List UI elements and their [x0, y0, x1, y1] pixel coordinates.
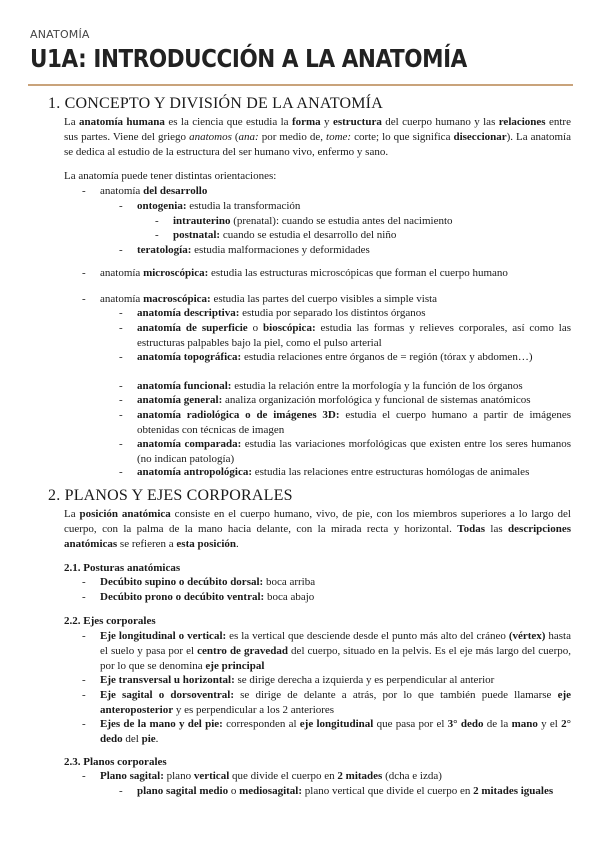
list-item-longitudinal: Eje longitudinal o vertical: es la vertical que desciende desde el punto más alto del cráneo (vértex) hasta el suelo y pasa por el centro de gravedad del cuerpo, situado en la pelvis. Es el eje más largo del cuerpo, por lo que se denomina eje principal [100, 630, 572, 672]
title-divider [28, 84, 573, 86]
list-item-topografica: anatomía topográfica: estudia relaciones entre órganos de = región (tórax y abdomen…) [137, 351, 533, 363]
bullet-dash: - [82, 689, 86, 701]
subject-label: ANATOMÍA [30, 28, 90, 41]
bullet-dash: - [82, 591, 86, 603]
list-item-funcional: anatomía funcional: estudia la relación entre la morfología y la función de los órganos [137, 380, 523, 392]
list-item-transversal: Eje transversal u horizontal: se dirige derecha a izquierda y es perpendicular al anterior [100, 674, 495, 686]
bullet-dash: - [119, 351, 123, 363]
bullet-dash: - [82, 718, 86, 730]
list-item-comparada: anatomía comparada: estudia las variaciones morfológicas que existen entre los seres humanos (no indican patología) [137, 438, 571, 465]
list-item-supino: Decúbito supino o decúbito dorsal: boca arriba [100, 576, 316, 588]
list-item-prono: Decúbito prono o decúbito ventral: boca abajo [100, 591, 315, 603]
bullet-dash: - [119, 322, 123, 334]
section-1-heading: 1. CONCEPTO Y DIVISIÓN DE LA ANATOMÍA [48, 95, 383, 112]
list-item-intrauterino: intrauterino (prenatal): cuando se estudia antes del nacimiento [173, 215, 453, 227]
page-title: U1A: INTRODUCCIÓN A LA ANATOMÍA [30, 44, 467, 73]
bullet-dash: - [82, 630, 86, 642]
list-item-antropologica: anatomía antropológica: estudia las relaciones entre estructuras homólogas de animales [137, 466, 530, 478]
bullet-dash: - [155, 215, 159, 227]
bullet-dash: - [155, 229, 159, 241]
list-item-plano-sagital: Plano sagital: plano vertical que divide el cuerpo en 2 mitades (dcha e izda) [100, 770, 442, 782]
section-2-heading: 2. PLANOS Y EJES CORPORALES [48, 487, 293, 504]
bullet-dash: - [82, 770, 86, 782]
list-item-postnatal: postnatal: cuando se estudia el desarrollo del niño [173, 229, 397, 241]
bullet-dash: - [119, 307, 123, 319]
bullet-dash: - [119, 200, 123, 212]
bullet-dash: - [82, 293, 86, 305]
bullet-dash: - [82, 185, 86, 197]
list-item-mano: Ejes de la mano y del pie: corresponden al eje longitudinal que pasa por el 3° dedo de la mano y el 2° dedo del pie. [100, 718, 571, 745]
subsection-2-3-heading: 2.3. Planos corporales [64, 756, 167, 768]
bullet-dash: - [119, 394, 123, 406]
list-item-descriptiva: anatomía descriptiva: estudia por separado los distintos órganos [137, 307, 426, 319]
list-item-radiologica: anatomía radiológica o de imágenes 3D: estudia el cuerpo humano a partir de imágenes obtenidas con técnicas de imagen [137, 409, 571, 436]
bullet-dash: - [82, 576, 86, 588]
list-item-desarrollo: anatomía del desarrollo [100, 185, 208, 197]
bullet-dash: - [119, 466, 123, 478]
subsection-2-1-heading: 2.1. Posturas anatómicas [64, 562, 181, 574]
list-item-ontogenia: ontogenia: estudia la transformación [137, 200, 301, 212]
list-item-sagital-medio: plano sagital medio o mediosagital: plano vertical que divide el cuerpo en 2 mitades iguales [137, 785, 554, 797]
list-item-macroscopica: anatomía macroscópica: estudia las partes del cuerpo visibles a simple vista [100, 293, 438, 305]
list-item-superficie: anatomía de superficie o bioscópica: estudia las formas y relieves corporales, así como las estructuras palpables bajo la piel, como el pulso arterial [137, 322, 572, 349]
bullet-dash: - [119, 380, 123, 392]
list-item-general: anatomía general: analiza organización morfológica y funcional de sistemas anatómicos [137, 394, 531, 406]
bullet-dash: - [119, 409, 123, 421]
bullet-dash: - [82, 267, 86, 279]
orientations-intro: La anatomía puede tener distintas orientaciones: [64, 170, 277, 182]
bullet-dash: - [82, 674, 86, 686]
bullet-dash: - [119, 785, 123, 797]
list-item-sagital: Eje sagital o dorsoventral: se dirige de delante a atrás, por lo que también puede llamarse eje anteroposterior y es perpendicular a los 2 anteriores [100, 689, 571, 716]
list-item-teratologia: teratología: estudia malformaciones y deformidades [137, 244, 370, 256]
section-2-paragraph: La posición anatómica consiste en el cuerpo humano, vivo, de pie, con los miembros superiores a lo largo del cuerpo, con la palma de la mano hacia delante, con la mirada recta y horizontal. Todas las descripciones anatómicas se refieren a esta posición. [64, 508, 571, 550]
bullet-dash: - [119, 244, 123, 256]
bullet-dash: - [119, 438, 123, 450]
list-item-microscopica: anatomía microscópica: estudia las estructuras microscópicas que forman el cuerpo humano [100, 267, 508, 279]
subsection-2-2-heading: 2.2. Ejes corporales [64, 615, 156, 627]
section-1-paragraph: La anatomía humana es la ciencia que estudia la forma y estructura del cuerpo humano y las relaciones entre sus partes. Viene del griego anatomos (ana: por medio de, tome: corte; lo que significa diseccionar). La anatomía se dedica al estudio de la estructura del ser humano vivo, enfermo y sano. [64, 116, 571, 158]
